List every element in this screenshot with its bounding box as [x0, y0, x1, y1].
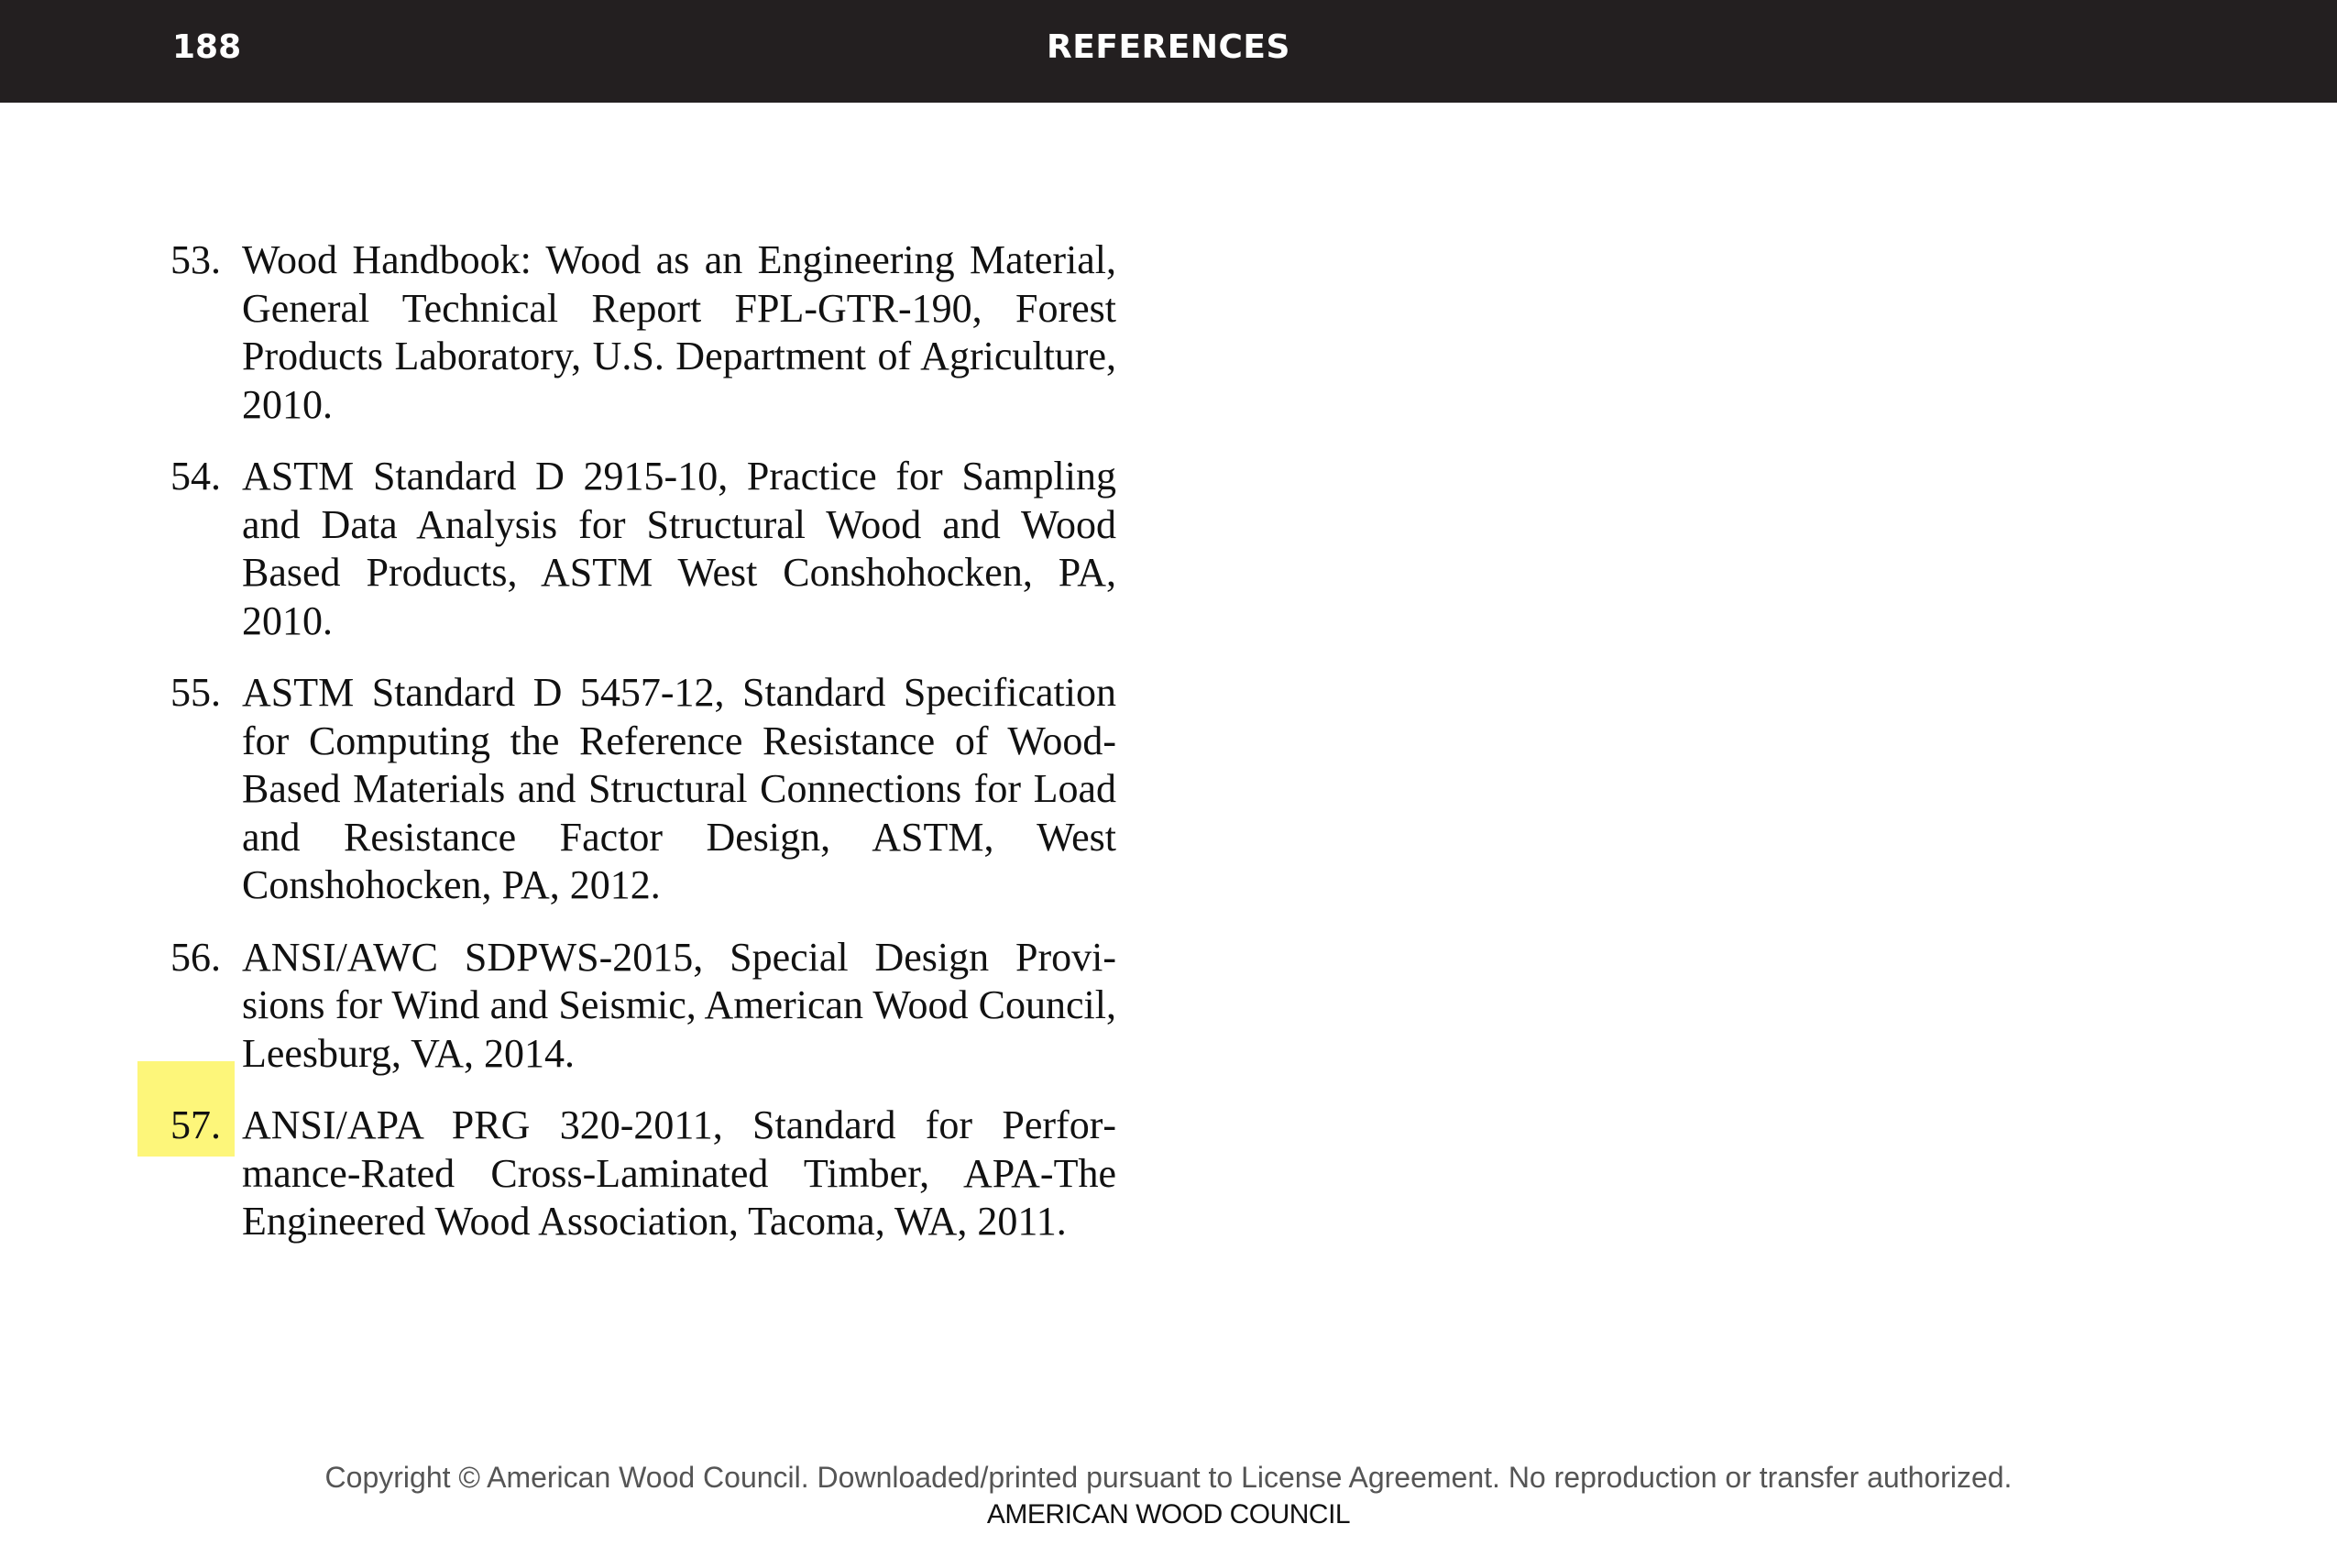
reference-item: [170, 236, 1116, 429]
reference-item-highlighted: [170, 1102, 1116, 1246]
reference-list: [170, 236, 1116, 1270]
reference-text: ANSI/AWC SDPWS-2015, Special Design Provisions for Wind and Seismic, American Wood Council, Leesburg, VA, 2014.: [242, 934, 1116, 1076]
reference-text: Wood Handbook: Wood as an Engineering Material, General Technical Report FPL-GTR-190, Forest Products Laboratory, U.S. Department of Agriculture, 2010.: [242, 237, 1116, 427]
copyright-notice: Copyright © American Wood Council. Downloaded/printed pursuant to License Agreement. No reproduction or transfer authorized.: [324, 1461, 2013, 1494]
reference-text: ANSI/APA PRG 320-2011, Standard for Performance-Rated Cross-Laminated Timber, APA-The Engineered Wood Association, Tacoma, WA, 2011.: [242, 1102, 1116, 1244]
reference-text: ASTM Standard D 2915-10, Practice for Sampling and Data Analysis for Structural Wood and Wood Based Products, ASTM West Conshohocken, PA, 2010.: [242, 454, 1116, 643]
reference-number-highlighted: 57.: [170, 1102, 221, 1150]
page-number: 188: [172, 28, 242, 66]
reference-number: 53.: [170, 237, 221, 282]
page-header: [0, 0, 2337, 103]
reference-number: 56.: [170, 934, 221, 980]
section-title: REFERENCES: [1047, 28, 1290, 66]
reference-number: 55.: [170, 670, 221, 715]
reference-item: [170, 669, 1116, 910]
reference-item: [170, 934, 1116, 1079]
reference-number: 54.: [170, 454, 221, 499]
organization-name: AMERICAN WOOD COUNCIL: [986, 1499, 1351, 1530]
reference-item: [170, 453, 1116, 645]
reference-text: ASTM Standard D 5457-12, Standard Specification for Computing the Reference Resistance of Wood-Based Materials and Structural Connections for Load and Resistance Factor Design, ASTM, West Conshohocken, PA, 2012.: [242, 670, 1116, 907]
